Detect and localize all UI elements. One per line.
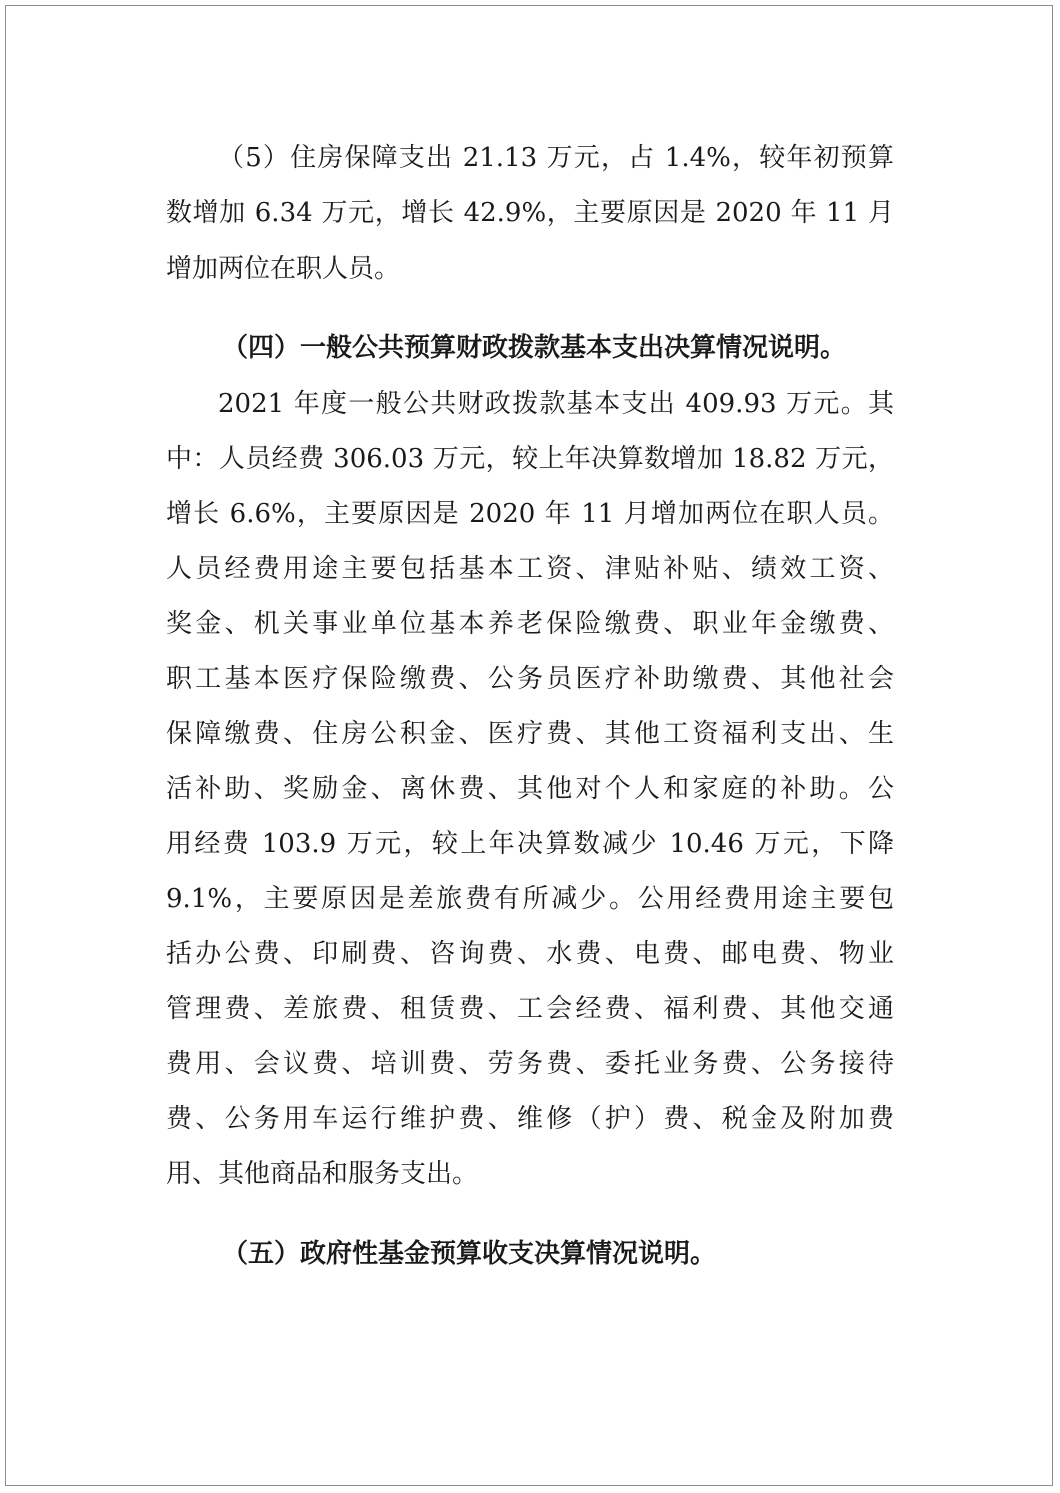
text-line: 9.1%，主要原因是差旅费有所减少。公用经费用途主要包	[166, 884, 894, 914]
text-line: 活补助、奖励金、离休费、其他对个人和家庭的补助。公	[166, 774, 894, 804]
paragraph-line	[0, 934, 1060, 974]
paragraph-line	[0, 494, 1060, 534]
paragraph-line	[0, 989, 1060, 1029]
paragraph-line	[0, 249, 1060, 289]
text-line: 数增加 6.34 万元，增长 42.9%，主要原因是 2020 年 11 月	[166, 198, 894, 228]
paragraph-line	[0, 439, 1060, 479]
paragraph-line	[0, 193, 1060, 233]
text-line: 费、公务用车运行维护费、维修（护）费、税金及附加费	[166, 1104, 894, 1134]
paragraph-line	[0, 879, 1060, 919]
paragraph-line	[0, 714, 1060, 754]
text-line: 职工基本医疗保险缴费、公务员医疗补助缴费、其他社会	[166, 664, 894, 694]
paragraph-line	[0, 604, 1060, 644]
text-line: 保障缴费、住房公积金、医疗费、其他工资福利支出、生	[166, 719, 894, 749]
paragraph-line	[0, 384, 1060, 424]
text-line: 用、其他商品和服务支出。	[166, 1159, 479, 1189]
text-line: （5）住房保障支出 21.13 万元，占 1.4%，较年初预算	[218, 143, 894, 173]
paragraph-line	[0, 769, 1060, 809]
paragraph-line	[0, 659, 1060, 699]
text-line: 管理费、差旅费、租赁费、工会经费、福利费、其他交通	[166, 994, 894, 1024]
paragraph-line	[0, 824, 1060, 864]
paragraph-line	[0, 549, 1060, 589]
heading-text: （四）一般公共预算财政拨款基本支出决算情况说明。	[222, 333, 847, 363]
text-line: 中：人员经费 306.03 万元，较上年决算数增加 18.82 万元，	[166, 444, 894, 474]
paragraph-line	[0, 1099, 1060, 1139]
text-line: 人员经费用途主要包括基本工资、津贴补贴、绩效工资、	[166, 554, 894, 584]
text-line: 费用、会议费、培训费、劳务费、委托业务费、公务接待	[166, 1049, 894, 1079]
paragraph-line	[0, 1044, 1060, 1084]
section-heading	[0, 328, 1060, 368]
text-line: 增长 6.6%，主要原因是 2020 年 11 月增加两位在职人员。	[166, 499, 894, 529]
text-line: 奖金、机关事业单位基本养老保险缴费、职业年金缴费、	[166, 609, 894, 639]
text-line: 增加两位在职人员。	[166, 254, 401, 284]
text-line: 括办公费、印刷费、咨询费、水费、电费、邮电费、物业	[166, 939, 894, 969]
section-heading	[0, 1234, 1060, 1274]
heading-text: （五）政府性基金预算收支决算情况说明。	[222, 1239, 717, 1269]
text-line: 用经费 103.9 万元，较上年决算数减少 10.46 万元，下降	[166, 829, 894, 859]
paragraph-line	[0, 1154, 1060, 1194]
text-line: 2021 年度一般公共财政拨款基本支出 409.93 万元。其	[218, 389, 894, 419]
paragraph-line	[0, 138, 1060, 178]
